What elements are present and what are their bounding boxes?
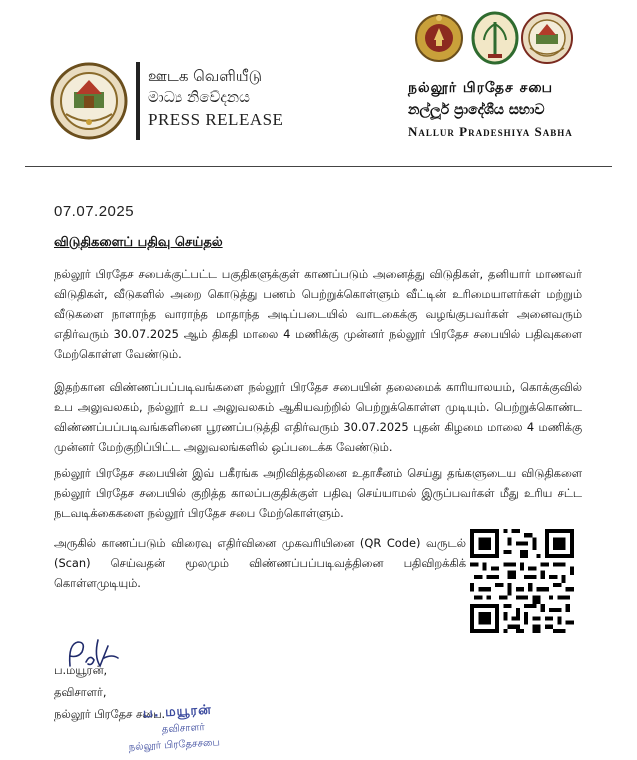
qr-code-icon[interactable] xyxy=(470,529,574,633)
council-name-tamil: நல்லூர் பிரதேச சபை xyxy=(408,80,554,96)
notice-paragraph-1: நல்லூர் பிரதேச சபைக்குட்பட்ட பகுதிகளுக்குள் காணப்படும் அனைத்து விடுதிகள், தனியார் மாணவர் விடுதிகள், வீடுகளில் அறை கொடுத்து பணம் பெற்றுக்கொள்ளும் வீட்டின் உரிமையாளர்கள் மற்றும் வீடுகளை நாளாந்த வாராந்த மாதாந்த அடிப்படையில் வாடகைக்கு வழங்குபவர்கள் அனைவரும் எதிர்வரும் 30.07.2025 ஆம் திகதி மாலை 4 மணிக்கு முன்னர் நல்லூர் பிரதேச சபையில் பதிவுகளை மேற்கொள்ள வேண்டும். xyxy=(54,267,582,361)
council-name-sinhala: නල්ලූර් ප්‍රාදේශීය සභාව xyxy=(408,102,545,118)
notice-title: விடுதிகளைப் பதிவு செய்தல் xyxy=(54,235,223,250)
press-release-label xyxy=(148,66,298,132)
press-label-english: PRESS RELEASE xyxy=(148,110,284,129)
council-name-english: Nallur Pradeshiya Sabha xyxy=(408,124,573,139)
provincial-emblem-icon xyxy=(470,10,520,66)
signatory-name: ப.மயூரன், xyxy=(54,663,108,677)
letterhead xyxy=(0,0,637,170)
notice-paragraph-4: அருகில் காணப்படும் விரைவு எதிர்வினை முகவரியினை (QR Code) வருடல் (Scan) செய்வதன் மூலமும் விண்ணப்பப்படிவத்தினை பதிவிறக்கிக் கொள்ளமுடியும். xyxy=(54,536,466,590)
header-divider xyxy=(136,62,140,140)
council-seal-icon xyxy=(50,62,128,140)
press-label-tamil: ஊடக வெளியீடு xyxy=(148,67,263,85)
notice-paragraph-3: நல்லூர் பிரதேச சபையின் இவ் பகீரங்க அறிவித்தலினை உதாசீனம் செய்து தங்களுடைய விடுதிகளை நல்லூர் பிரதேச சபையில் குறித்த காலப்பகுதிக்குள் பதிவு செய்யாமல் இருப்பவர்கள் மீது உரிய சட்ட நடவடிக்கைகளை நல்லூர் பிரதேச சபை மேற்கொள்ளும். xyxy=(54,466,582,520)
notice-paragraph-2: இதற்கான விண்ணப்பப்படிவங்களை நல்லூர் பிரதேச சபையின் தலைமைக் காரியாலயம், கொக்குவில் உப அலுவலகம், நல்லூர் உப அலுவலகம் ஆகியவற்றில் பெற்றுக்கொள்ள முடியும். பெற்றுக்கொண்ட விண்ணப்பப்படிவங்களினை பூரணப்படுத்தி எதிர்வரும் 30.07.2025 புதன் கிழமை மாலை 4 மணிக்கு முன்னர் மேற்குறிப்பிட்ட அலுவலங்களில் ஒப்படைக்க வேண்டும். xyxy=(54,380,582,454)
district-emblem-icon xyxy=(520,10,574,66)
emblem-row xyxy=(414,10,574,70)
signatory-org: நல்லூர் பிரதேச சபை. xyxy=(54,707,166,721)
signatory-role: தவிசாளர், xyxy=(54,685,107,699)
notice-date: 07.07.2025 xyxy=(54,203,135,220)
press-label-sinhala: මාධ්‍ය නිවේදනය xyxy=(148,88,250,106)
stamp-role: தவிசாளர் xyxy=(161,722,206,736)
stamp-org: நல்லூர் பிரதேசசபை xyxy=(128,737,221,754)
national-emblem-icon xyxy=(414,10,464,66)
official-stamp xyxy=(121,701,254,760)
stamp-name: ப. மயூரன் xyxy=(142,702,213,722)
header-rule xyxy=(25,166,612,167)
